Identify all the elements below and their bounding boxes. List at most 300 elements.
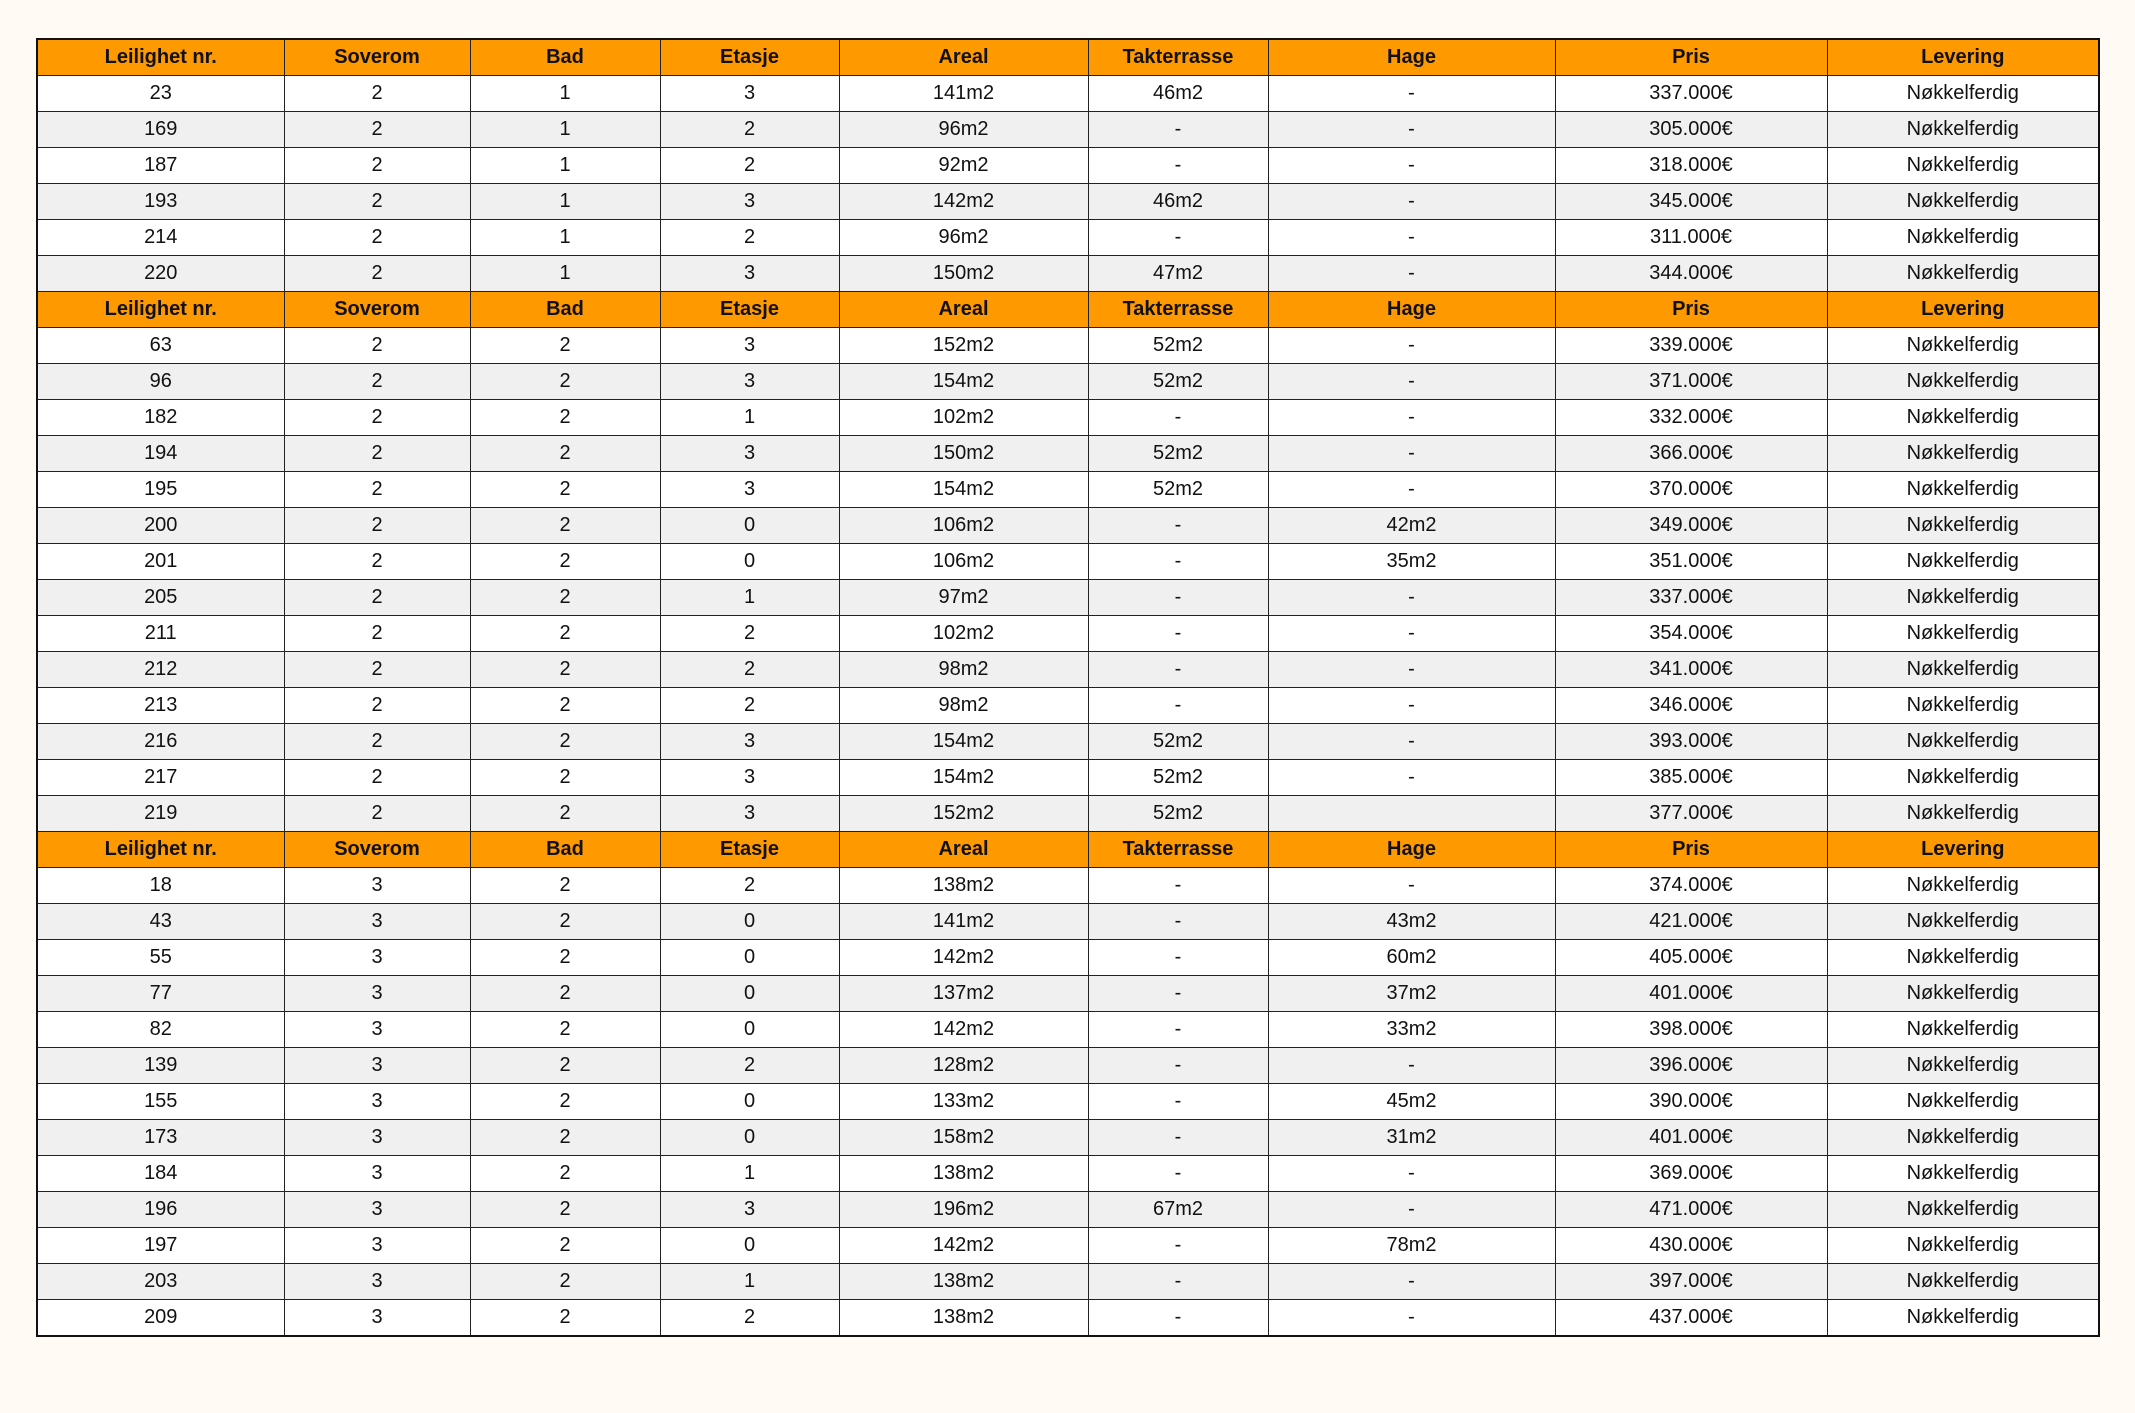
cell-apartment-number: 173 bbox=[37, 1120, 284, 1156]
cell-floor: 0 bbox=[660, 976, 839, 1012]
cell-price: 305.000€ bbox=[1555, 112, 1827, 148]
cell-roof-terrace: 52m2 bbox=[1088, 472, 1268, 508]
cell-floor: 1 bbox=[660, 1264, 839, 1300]
cell-area: 128m2 bbox=[839, 1048, 1088, 1084]
cell-garden: - bbox=[1268, 616, 1555, 652]
cell-apartment-number: 182 bbox=[37, 400, 284, 436]
cell-area: 142m2 bbox=[839, 1012, 1088, 1048]
cell-garden: - bbox=[1268, 364, 1555, 400]
table-row bbox=[37, 616, 2099, 652]
table-row bbox=[37, 112, 2099, 148]
cell-apartment-number: 203 bbox=[37, 1264, 284, 1300]
cell-area: 150m2 bbox=[839, 436, 1088, 472]
cell-garden: - bbox=[1268, 580, 1555, 616]
cell-floor: 2 bbox=[660, 1300, 839, 1337]
cell-delivery: Nøkkelferdig bbox=[1827, 220, 2099, 256]
cell-price: 351.000€ bbox=[1555, 544, 1827, 580]
column-header-area: Areal bbox=[839, 292, 1088, 328]
cell-price: 344.000€ bbox=[1555, 256, 1827, 292]
cell-area: 154m2 bbox=[839, 724, 1088, 760]
cell-area: 141m2 bbox=[839, 76, 1088, 112]
cell-apartment-number: 205 bbox=[37, 580, 284, 616]
cell-roof-terrace: - bbox=[1088, 1084, 1268, 1120]
cell-bathrooms: 2 bbox=[470, 508, 660, 544]
cell-floor: 0 bbox=[660, 940, 839, 976]
cell-bathrooms: 1 bbox=[470, 112, 660, 148]
cell-area: 142m2 bbox=[839, 184, 1088, 220]
cell-price: 349.000€ bbox=[1555, 508, 1827, 544]
cell-floor: 3 bbox=[660, 796, 839, 832]
cell-bedrooms: 3 bbox=[284, 1264, 470, 1300]
cell-delivery: Nøkkelferdig bbox=[1827, 688, 2099, 724]
cell-price: 374.000€ bbox=[1555, 868, 1827, 904]
table-row bbox=[37, 220, 2099, 256]
cell-bathrooms: 2 bbox=[470, 1012, 660, 1048]
cell-bathrooms: 2 bbox=[470, 544, 660, 580]
cell-area: 133m2 bbox=[839, 1084, 1088, 1120]
column-header-delivery: Levering bbox=[1827, 832, 2099, 868]
cell-bathrooms: 2 bbox=[470, 1084, 660, 1120]
cell-delivery: Nøkkelferdig bbox=[1827, 1012, 2099, 1048]
cell-delivery: Nøkkelferdig bbox=[1827, 1300, 2099, 1337]
cell-bedrooms: 2 bbox=[284, 400, 470, 436]
cell-bathrooms: 2 bbox=[470, 1048, 660, 1084]
cell-bedrooms: 2 bbox=[284, 112, 470, 148]
cell-bedrooms: 2 bbox=[284, 688, 470, 724]
cell-delivery: Nøkkelferdig bbox=[1827, 76, 2099, 112]
cell-roof-terrace: - bbox=[1088, 688, 1268, 724]
cell-area: 138m2 bbox=[839, 1264, 1088, 1300]
cell-price: 401.000€ bbox=[1555, 1120, 1827, 1156]
cell-apartment-number: 184 bbox=[37, 1156, 284, 1192]
cell-bedrooms: 2 bbox=[284, 364, 470, 400]
cell-bedrooms: 2 bbox=[284, 580, 470, 616]
cell-bathrooms: 2 bbox=[470, 472, 660, 508]
cell-roof-terrace: - bbox=[1088, 1012, 1268, 1048]
column-header-floor: Etasje bbox=[660, 39, 839, 76]
cell-garden: - bbox=[1268, 688, 1555, 724]
cell-floor: 3 bbox=[660, 436, 839, 472]
column-header-price: Pris bbox=[1555, 292, 1827, 328]
cell-apartment-number: 194 bbox=[37, 436, 284, 472]
table-row bbox=[37, 652, 2099, 688]
cell-roof-terrace: 52m2 bbox=[1088, 760, 1268, 796]
table-row bbox=[37, 472, 2099, 508]
cell-bedrooms: 2 bbox=[284, 508, 470, 544]
cell-roof-terrace: 52m2 bbox=[1088, 796, 1268, 832]
cell-delivery: Nøkkelferdig bbox=[1827, 256, 2099, 292]
table-row bbox=[37, 1048, 2099, 1084]
cell-apartment-number: 213 bbox=[37, 688, 284, 724]
column-header-roof-terrace: Takterrasse bbox=[1088, 292, 1268, 328]
table-row bbox=[37, 796, 2099, 832]
cell-delivery: Nøkkelferdig bbox=[1827, 1192, 2099, 1228]
table-row bbox=[37, 1264, 2099, 1300]
cell-bathrooms: 2 bbox=[470, 868, 660, 904]
cell-price: 371.000€ bbox=[1555, 364, 1827, 400]
cell-bathrooms: 2 bbox=[470, 724, 660, 760]
cell-floor: 3 bbox=[660, 472, 839, 508]
cell-floor: 0 bbox=[660, 1012, 839, 1048]
cell-bathrooms: 2 bbox=[470, 940, 660, 976]
cell-bathrooms: 1 bbox=[470, 220, 660, 256]
cell-garden: 31m2 bbox=[1268, 1120, 1555, 1156]
cell-apartment-number: 219 bbox=[37, 796, 284, 832]
cell-floor: 1 bbox=[660, 400, 839, 436]
cell-roof-terrace: 52m2 bbox=[1088, 724, 1268, 760]
cell-bedrooms: 2 bbox=[284, 148, 470, 184]
cell-area: 97m2 bbox=[839, 580, 1088, 616]
cell-bathrooms: 2 bbox=[470, 1264, 660, 1300]
cell-bedrooms: 3 bbox=[284, 1192, 470, 1228]
column-header-bedrooms: Soverom bbox=[284, 292, 470, 328]
cell-garden: 33m2 bbox=[1268, 1012, 1555, 1048]
cell-garden: 78m2 bbox=[1268, 1228, 1555, 1264]
cell-price: 341.000€ bbox=[1555, 652, 1827, 688]
cell-price: 471.000€ bbox=[1555, 1192, 1827, 1228]
cell-roof-terrace: - bbox=[1088, 1264, 1268, 1300]
cell-bathrooms: 2 bbox=[470, 904, 660, 940]
cell-delivery: Nøkkelferdig bbox=[1827, 508, 2099, 544]
cell-bathrooms: 2 bbox=[470, 436, 660, 472]
cell-apartment-number: 139 bbox=[37, 1048, 284, 1084]
cell-bedrooms: 2 bbox=[284, 256, 470, 292]
cell-bathrooms: 2 bbox=[470, 1228, 660, 1264]
cell-roof-terrace: - bbox=[1088, 940, 1268, 976]
cell-apartment-number: 96 bbox=[37, 364, 284, 400]
cell-delivery: Nøkkelferdig bbox=[1827, 904, 2099, 940]
column-header-garden: Hage bbox=[1268, 39, 1555, 76]
cell-price: 345.000€ bbox=[1555, 184, 1827, 220]
cell-roof-terrace: 52m2 bbox=[1088, 328, 1268, 364]
cell-apartment-number: 169 bbox=[37, 112, 284, 148]
cell-roof-terrace: - bbox=[1088, 652, 1268, 688]
cell-bathrooms: 2 bbox=[470, 652, 660, 688]
cell-price: 437.000€ bbox=[1555, 1300, 1827, 1337]
cell-area: 106m2 bbox=[839, 508, 1088, 544]
table-header-row bbox=[37, 832, 2099, 868]
cell-bedrooms: 2 bbox=[284, 616, 470, 652]
column-header-garden: Hage bbox=[1268, 292, 1555, 328]
cell-delivery: Nøkkelferdig bbox=[1827, 1084, 2099, 1120]
cell-apartment-number: 209 bbox=[37, 1300, 284, 1337]
cell-price: 366.000€ bbox=[1555, 436, 1827, 472]
table-row bbox=[37, 1120, 2099, 1156]
cell-price: 318.000€ bbox=[1555, 148, 1827, 184]
cell-bedrooms: 3 bbox=[284, 868, 470, 904]
column-header-area: Areal bbox=[839, 39, 1088, 76]
cell-bedrooms: 3 bbox=[284, 1156, 470, 1192]
cell-area: 138m2 bbox=[839, 868, 1088, 904]
cell-floor: 3 bbox=[660, 364, 839, 400]
cell-apartment-number: 201 bbox=[37, 544, 284, 580]
table-row bbox=[37, 76, 2099, 112]
cell-price: 390.000€ bbox=[1555, 1084, 1827, 1120]
cell-price: 385.000€ bbox=[1555, 760, 1827, 796]
cell-floor: 0 bbox=[660, 544, 839, 580]
column-header-apartment-number: Leilighet nr. bbox=[37, 292, 284, 328]
column-header-roof-terrace: Takterrasse bbox=[1088, 832, 1268, 868]
cell-garden: - bbox=[1268, 472, 1555, 508]
cell-bedrooms: 3 bbox=[284, 1120, 470, 1156]
cell-garden: - bbox=[1268, 256, 1555, 292]
cell-roof-terrace: 47m2 bbox=[1088, 256, 1268, 292]
cell-roof-terrace: - bbox=[1088, 544, 1268, 580]
cell-area: 154m2 bbox=[839, 364, 1088, 400]
cell-apartment-number: 63 bbox=[37, 328, 284, 364]
cell-apartment-number: 200 bbox=[37, 508, 284, 544]
cell-area: 137m2 bbox=[839, 976, 1088, 1012]
cell-apartment-number: 217 bbox=[37, 760, 284, 796]
column-header-apartment-number: Leilighet nr. bbox=[37, 832, 284, 868]
cell-delivery: Nøkkelferdig bbox=[1827, 796, 2099, 832]
cell-apartment-number: 187 bbox=[37, 148, 284, 184]
cell-bathrooms: 2 bbox=[470, 688, 660, 724]
cell-roof-terrace: - bbox=[1088, 868, 1268, 904]
cell-roof-terrace: 52m2 bbox=[1088, 436, 1268, 472]
cell-garden: - bbox=[1268, 724, 1555, 760]
cell-floor: 3 bbox=[660, 760, 839, 796]
cell-garden: - bbox=[1268, 184, 1555, 220]
table-row bbox=[37, 724, 2099, 760]
cell-price: 311.000€ bbox=[1555, 220, 1827, 256]
cell-delivery: Nøkkelferdig bbox=[1827, 1120, 2099, 1156]
column-header-price: Pris bbox=[1555, 832, 1827, 868]
cell-price: 397.000€ bbox=[1555, 1264, 1827, 1300]
cell-floor: 3 bbox=[660, 256, 839, 292]
cell-bedrooms: 3 bbox=[284, 1084, 470, 1120]
cell-garden: - bbox=[1268, 220, 1555, 256]
cell-garden: - bbox=[1268, 868, 1555, 904]
table-row bbox=[37, 148, 2099, 184]
cell-floor: 2 bbox=[660, 148, 839, 184]
cell-area: 98m2 bbox=[839, 652, 1088, 688]
column-header-delivery: Levering bbox=[1827, 39, 2099, 76]
cell-price: 370.000€ bbox=[1555, 472, 1827, 508]
cell-garden: - bbox=[1268, 400, 1555, 436]
cell-delivery: Nøkkelferdig bbox=[1827, 364, 2099, 400]
cell-roof-terrace: - bbox=[1088, 1228, 1268, 1264]
table-row bbox=[37, 760, 2099, 796]
cell-apartment-number: 197 bbox=[37, 1228, 284, 1264]
cell-roof-terrace: - bbox=[1088, 904, 1268, 940]
cell-price: 346.000€ bbox=[1555, 688, 1827, 724]
cell-delivery: Nøkkelferdig bbox=[1827, 472, 2099, 508]
table-row bbox=[37, 940, 2099, 976]
cell-garden: - bbox=[1268, 112, 1555, 148]
cell-floor: 3 bbox=[660, 184, 839, 220]
cell-area: 96m2 bbox=[839, 112, 1088, 148]
cell-area: 96m2 bbox=[839, 220, 1088, 256]
cell-area: 106m2 bbox=[839, 544, 1088, 580]
cell-bathrooms: 2 bbox=[470, 760, 660, 796]
column-header-bathrooms: Bad bbox=[470, 292, 660, 328]
cell-delivery: Nøkkelferdig bbox=[1827, 724, 2099, 760]
column-header-bedrooms: Soverom bbox=[284, 832, 470, 868]
cell-bathrooms: 1 bbox=[470, 148, 660, 184]
cell-price: 393.000€ bbox=[1555, 724, 1827, 760]
table-row bbox=[37, 1156, 2099, 1192]
column-header-apartment-number: Leilighet nr. bbox=[37, 39, 284, 76]
cell-apartment-number: 196 bbox=[37, 1192, 284, 1228]
cell-apartment-number: 216 bbox=[37, 724, 284, 760]
cell-roof-terrace: - bbox=[1088, 220, 1268, 256]
cell-garden: - bbox=[1268, 760, 1555, 796]
table-row bbox=[37, 256, 2099, 292]
cell-floor: 2 bbox=[660, 868, 839, 904]
cell-area: 152m2 bbox=[839, 796, 1088, 832]
cell-bathrooms: 2 bbox=[470, 796, 660, 832]
column-header-bedrooms: Soverom bbox=[284, 39, 470, 76]
cell-price: 337.000€ bbox=[1555, 76, 1827, 112]
cell-roof-terrace: - bbox=[1088, 976, 1268, 1012]
column-header-roof-terrace: Takterrasse bbox=[1088, 39, 1268, 76]
cell-apartment-number: 43 bbox=[37, 904, 284, 940]
table-row bbox=[37, 436, 2099, 472]
table-row bbox=[37, 904, 2099, 940]
cell-delivery: Nøkkelferdig bbox=[1827, 580, 2099, 616]
cell-garden: - bbox=[1268, 1156, 1555, 1192]
cell-price: 398.000€ bbox=[1555, 1012, 1827, 1048]
cell-delivery: Nøkkelferdig bbox=[1827, 112, 2099, 148]
cell-area: 196m2 bbox=[839, 1192, 1088, 1228]
cell-bathrooms: 2 bbox=[470, 1300, 660, 1337]
cell-price: 354.000€ bbox=[1555, 616, 1827, 652]
cell-price: 339.000€ bbox=[1555, 328, 1827, 364]
cell-roof-terrace: - bbox=[1088, 112, 1268, 148]
table-row bbox=[37, 364, 2099, 400]
cell-roof-terrace: 46m2 bbox=[1088, 184, 1268, 220]
cell-bedrooms: 3 bbox=[284, 1300, 470, 1337]
cell-price: 401.000€ bbox=[1555, 976, 1827, 1012]
cell-garden: - bbox=[1268, 148, 1555, 184]
table-row bbox=[37, 1228, 2099, 1264]
cell-floor: 3 bbox=[660, 1192, 839, 1228]
table-row bbox=[37, 1300, 2099, 1337]
cell-garden: - bbox=[1268, 1192, 1555, 1228]
cell-apartment-number: 211 bbox=[37, 616, 284, 652]
cell-bedrooms: 2 bbox=[284, 724, 470, 760]
cell-garden: - bbox=[1268, 76, 1555, 112]
cell-apartment-number: 82 bbox=[37, 1012, 284, 1048]
cell-floor: 0 bbox=[660, 1120, 839, 1156]
cell-bedrooms: 3 bbox=[284, 976, 470, 1012]
cell-roof-terrace: - bbox=[1088, 1048, 1268, 1084]
cell-apartment-number: 155 bbox=[37, 1084, 284, 1120]
column-header-area: Areal bbox=[839, 832, 1088, 868]
cell-delivery: Nøkkelferdig bbox=[1827, 1264, 2099, 1300]
cell-garden: 60m2 bbox=[1268, 940, 1555, 976]
cell-floor: 2 bbox=[660, 220, 839, 256]
cell-floor: 0 bbox=[660, 1228, 839, 1264]
cell-garden: - bbox=[1268, 328, 1555, 364]
column-header-floor: Etasje bbox=[660, 292, 839, 328]
cell-bedrooms: 2 bbox=[284, 472, 470, 508]
table-row bbox=[37, 1192, 2099, 1228]
cell-apartment-number: 195 bbox=[37, 472, 284, 508]
column-header-floor: Etasje bbox=[660, 832, 839, 868]
cell-roof-terrace: 46m2 bbox=[1088, 76, 1268, 112]
cell-floor: 3 bbox=[660, 328, 839, 364]
table-row bbox=[37, 976, 2099, 1012]
column-header-garden: Hage bbox=[1268, 832, 1555, 868]
cell-roof-terrace: - bbox=[1088, 1120, 1268, 1156]
cell-apartment-number: 55 bbox=[37, 940, 284, 976]
cell-bedrooms: 2 bbox=[284, 544, 470, 580]
table-row bbox=[37, 868, 2099, 904]
cell-bedrooms: 2 bbox=[284, 76, 470, 112]
cell-bedrooms: 3 bbox=[284, 940, 470, 976]
cell-floor: 0 bbox=[660, 904, 839, 940]
table-row bbox=[37, 184, 2099, 220]
cell-apartment-number: 214 bbox=[37, 220, 284, 256]
cell-garden: 42m2 bbox=[1268, 508, 1555, 544]
cell-delivery: Nøkkelferdig bbox=[1827, 544, 2099, 580]
cell-apartment-number: 220 bbox=[37, 256, 284, 292]
cell-area: 92m2 bbox=[839, 148, 1088, 184]
cell-bedrooms: 2 bbox=[284, 436, 470, 472]
cell-floor: 2 bbox=[660, 616, 839, 652]
cell-bathrooms: 2 bbox=[470, 328, 660, 364]
cell-bathrooms: 2 bbox=[470, 1192, 660, 1228]
cell-delivery: Nøkkelferdig bbox=[1827, 652, 2099, 688]
table-row bbox=[37, 544, 2099, 580]
cell-bathrooms: 2 bbox=[470, 1156, 660, 1192]
column-header-price: Pris bbox=[1555, 39, 1827, 76]
cell-bedrooms: 2 bbox=[284, 184, 470, 220]
cell-bedrooms: 2 bbox=[284, 760, 470, 796]
column-header-bathrooms: Bad bbox=[470, 832, 660, 868]
cell-area: 142m2 bbox=[839, 940, 1088, 976]
cell-area: 154m2 bbox=[839, 472, 1088, 508]
cell-garden: 45m2 bbox=[1268, 1084, 1555, 1120]
table-body bbox=[37, 39, 2099, 1336]
cell-price: 421.000€ bbox=[1555, 904, 1827, 940]
cell-roof-terrace: 67m2 bbox=[1088, 1192, 1268, 1228]
table-row bbox=[37, 328, 2099, 364]
cell-roof-terrace: - bbox=[1088, 148, 1268, 184]
cell-area: 138m2 bbox=[839, 1156, 1088, 1192]
table-row bbox=[37, 688, 2099, 724]
cell-area: 152m2 bbox=[839, 328, 1088, 364]
cell-apartment-number: 23 bbox=[37, 76, 284, 112]
cell-garden: 43m2 bbox=[1268, 904, 1555, 940]
cell-price: 332.000€ bbox=[1555, 400, 1827, 436]
cell-delivery: Nøkkelferdig bbox=[1827, 148, 2099, 184]
table-header-row bbox=[37, 39, 2099, 76]
cell-garden bbox=[1268, 796, 1555, 832]
cell-area: 138m2 bbox=[839, 1300, 1088, 1337]
cell-floor: 1 bbox=[660, 1156, 839, 1192]
cell-roof-terrace: 52m2 bbox=[1088, 364, 1268, 400]
table-row bbox=[37, 1084, 2099, 1120]
cell-floor: 0 bbox=[660, 508, 839, 544]
cell-price: 396.000€ bbox=[1555, 1048, 1827, 1084]
cell-delivery: Nøkkelferdig bbox=[1827, 1156, 2099, 1192]
cell-bathrooms: 2 bbox=[470, 364, 660, 400]
cell-bathrooms: 2 bbox=[470, 400, 660, 436]
cell-floor: 0 bbox=[660, 1084, 839, 1120]
cell-floor: 2 bbox=[660, 1048, 839, 1084]
cell-bedrooms: 2 bbox=[284, 796, 470, 832]
cell-delivery: Nøkkelferdig bbox=[1827, 184, 2099, 220]
table-header-row bbox=[37, 292, 2099, 328]
cell-garden: 37m2 bbox=[1268, 976, 1555, 1012]
cell-garden: 35m2 bbox=[1268, 544, 1555, 580]
cell-apartment-number: 18 bbox=[37, 868, 284, 904]
cell-delivery: Nøkkelferdig bbox=[1827, 940, 2099, 976]
cell-floor: 2 bbox=[660, 688, 839, 724]
